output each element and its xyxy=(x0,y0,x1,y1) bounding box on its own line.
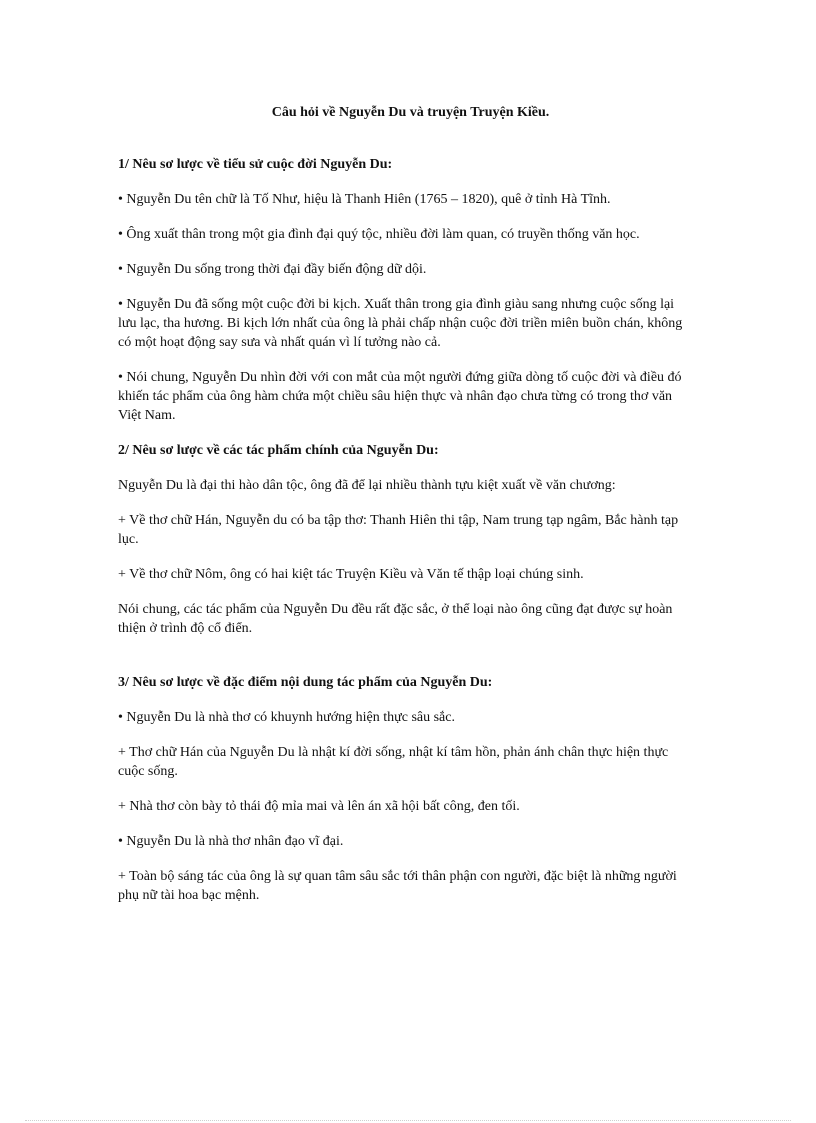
section-1-paragraph: • Nguyễn Du tên chữ là Tố Như, hiệu là Thanh Hiên (1765 – 1820), quê ở tỉnh Hà Tĩnh. xyxy=(118,192,611,207)
section-3-heading: 3/ Nêu sơ lược về đặc điểm nội dung tác phẩm của Nguyễn Du: xyxy=(118,675,493,690)
section-3-paragraph: + Thơ chữ Hán của Nguyễn Du là nhật kí đời sống, nhật kí tâm hồn, phản ánh chân thực hiện thực cuộc sống. xyxy=(118,745,669,779)
section-1-paragraph: • Nguyễn Du sống trong thời đại đầy biến động dữ dội. xyxy=(118,262,427,277)
section-2-paragraph: Nguyễn Du là đại thi hào dân tộc, ông đã để lại nhiều thành tựu kiệt xuất về văn chương: xyxy=(118,478,616,493)
section-1-paragraph: • Ông xuất thân trong một gia đình đại quý tộc, nhiều đời làm quan, có truyền thống văn học. xyxy=(118,227,640,242)
section-2-paragraph: + Về thơ chữ Hán, Nguyễn du có ba tập thơ: Thanh Hiên thi tập, Nam trung tạp ngâm, Bắc hành tạp lục. xyxy=(118,513,679,547)
section-2-paragraph: Nói chung, các tác phẩm của Nguyễn Du đều rất đặc sắc, ở thể loại nào ông cũng đạt được sự hoàn thiện ở trình độ cổ điển. xyxy=(118,602,673,636)
section-2-paragraph: + Về thơ chữ Nôm, ông có hai kiệt tác Truyện Kiều và Văn tế thập loại chúng sinh. xyxy=(118,567,584,582)
section-1-heading: 1/ Nêu sơ lược về tiểu sử cuộc đời Nguyễn Du: xyxy=(118,157,393,172)
section-1-paragraph: • Nói chung, Nguyễn Du nhìn đời với con mắt của một người đứng giữa dòng tố cuộc đời và điều đó khiến tác phẩm của ông hàm chứa một chiều sâu hiện thực và nhân đạo chưa từng có trong thơ văn Việt Nam. xyxy=(118,370,682,423)
section-1-paragraph: • Nguyễn Du đã sống một cuộc đời bi kịch. Xuất thân trong gia đình giàu sang nhưng cuộc sống lại lưu lạc, tha hương. Bi kịch lớn nhất của ông là phải chấp nhận cuộc đời triền miên buồn chán, không có một hoạt động say sưa và nhất quán vì lí tưởng nào cả. xyxy=(118,297,683,350)
section-3-paragraph: • Nguyễn Du là nhà thơ có khuynh hướng hiện thực sâu sắc. xyxy=(118,710,455,725)
document-page xyxy=(118,103,693,921)
document-title: Câu hỏi về Nguyễn Du và truyện Truyện Kiều. xyxy=(271,105,550,120)
section-3-paragraph: • Nguyễn Du là nhà thơ nhân đạo vĩ đại. xyxy=(118,834,344,849)
section-2-heading: 2/ Nêu sơ lược về các tác phẩm chính của Nguyễn Du: xyxy=(118,443,439,458)
section-3-paragraph: + Toàn bộ sáng tác của ông là sự quan tâm sâu sắc tới thân phận con người, đặc biệt là những người phụ nữ tài hoa bạc mệnh. xyxy=(118,869,677,903)
page-bottom-divider xyxy=(25,1120,791,1121)
section-3-paragraph: + Nhà thơ còn bày tỏ thái độ mỉa mai và lên án xã hội bất công, đen tối. xyxy=(118,799,520,814)
